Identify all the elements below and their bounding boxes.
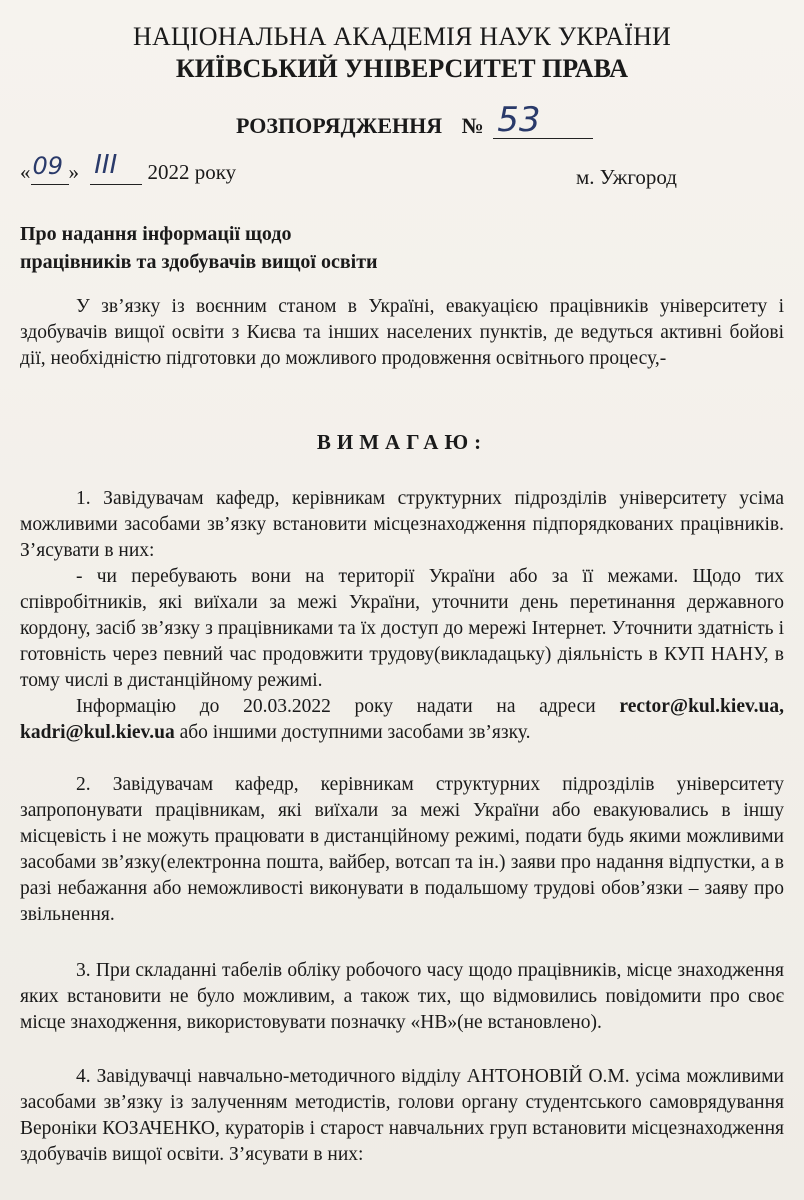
item-3-text: 3. При складанні табелів обліку робочого часу щодо працівників, місце знаходження яких встановити не було можливим, а також тих, що відмовились повідомити про своє місце знаходження, використовувати позначку «НВ»(не встановлено). — [20, 960, 784, 1033]
subject-line-2: працівників та здобувачів вищої освіти — [20, 251, 378, 273]
item-2-text: 2. Завідувачам кафедр, керівникам структурних підрозділів університету запропонувати працівникам, які виїхали за межі України або евакуювались в іншу місцевість і не можуть працювати в дистанційному режимі, подати будь якими можливими засобами зв’язку(електронна пошта, вайбер, вотсап та ін.) заяви про надання відпустки, а в разі небажання або неможливості виконувати в подальшому трудові обов’язки – заяву про звільнення. — [20, 774, 784, 925]
item-4 — [20, 1064, 784, 1168]
item-1-text: 1. Завідувачам кафедр, керівникам структурних підрозділів університету усіма можливими засобами зв’язку встановити місцезнаходження підпорядкованих працівників. З’ясувати в них: — [20, 488, 784, 561]
intro-text: У зв’язку із воєнним станом в Україні, евакуацією працівників університету і здобувачів вищої освіти з Києва та інших населених пунктів, де ведуться активні бойові дії, необхідністю підготовки до можливого продовження освітнього процесу,- — [20, 296, 784, 369]
university-title: КИЇВСЬКИЙ УНІВЕРСИТЕТ ПРАВА — [175, 54, 629, 83]
date-close-quote: » — [68, 160, 79, 184]
order-number: 53 — [497, 100, 541, 140]
date-open-quote: « — [20, 160, 31, 184]
item-1-info — [20, 694, 784, 746]
info-suffix: або іншими доступними засобами зв’язку. — [174, 722, 531, 743]
order-heading — [236, 100, 593, 140]
subject-line-1: Про надання інформації щодо — [20, 223, 292, 245]
info-prefix: Інформацію до 20.03.2022 року надати на адреси — [76, 696, 620, 717]
date-month: III — [94, 150, 118, 180]
intro-paragraph — [20, 294, 784, 372]
date-month-line — [90, 150, 142, 185]
date-day-line — [31, 152, 69, 185]
date-year: 2022 року — [147, 160, 237, 184]
academy-title: НАЦІОНАЛЬНА АКАДЕМІЯ НАУК УКРАЇНИ — [132, 22, 672, 51]
email-rector-link[interactable]: rector@kul.kiev.ua — [619, 696, 780, 717]
order-number-line — [493, 100, 593, 140]
order-date — [20, 150, 237, 185]
order-number-sign: № — [461, 113, 484, 138]
item-3 — [20, 958, 784, 1036]
date-day: 09 — [32, 152, 64, 180]
item-1-bullet: - чи перебувають вони на території України або за її межами. Щодо тих співробітників, які виїхали за межі України, уточнити день перетинання державного кордону, засіб зв’язку з працівниками та їх доступ до мережі Інтернет. Уточнити здатність і готовність через певний час продовжити трудову(викладацьку) діяльність в КУП НАНУ, в тому числі в дистанційному режимі. — [20, 566, 784, 691]
item-2 — [20, 772, 784, 928]
item-1 — [20, 486, 784, 746]
order-label: РОЗПОРЯДЖЕННЯ — [236, 113, 443, 138]
order-subject — [20, 220, 378, 276]
email-separator: , — [779, 696, 784, 717]
order-city: м. Ужгород — [576, 165, 677, 189]
item-4-text: 4. Завідувачці навчально-методичного відділу АНТОНОВІЙ О.М. усіма можливими засобами зв’язку із залученням методистів, голови органу студентського самоврядування Вероніки КОЗАЧЕНКО, кураторів і старост навчальних груп встановити місцезнаходження здобувачів вищої освіти. З’ясувати в них: — [20, 1066, 784, 1165]
email-kadri-link[interactable]: kadri@kul.kiev.ua — [20, 722, 175, 743]
demand-heading: ВИМАГАЮ: — [316, 430, 488, 454]
